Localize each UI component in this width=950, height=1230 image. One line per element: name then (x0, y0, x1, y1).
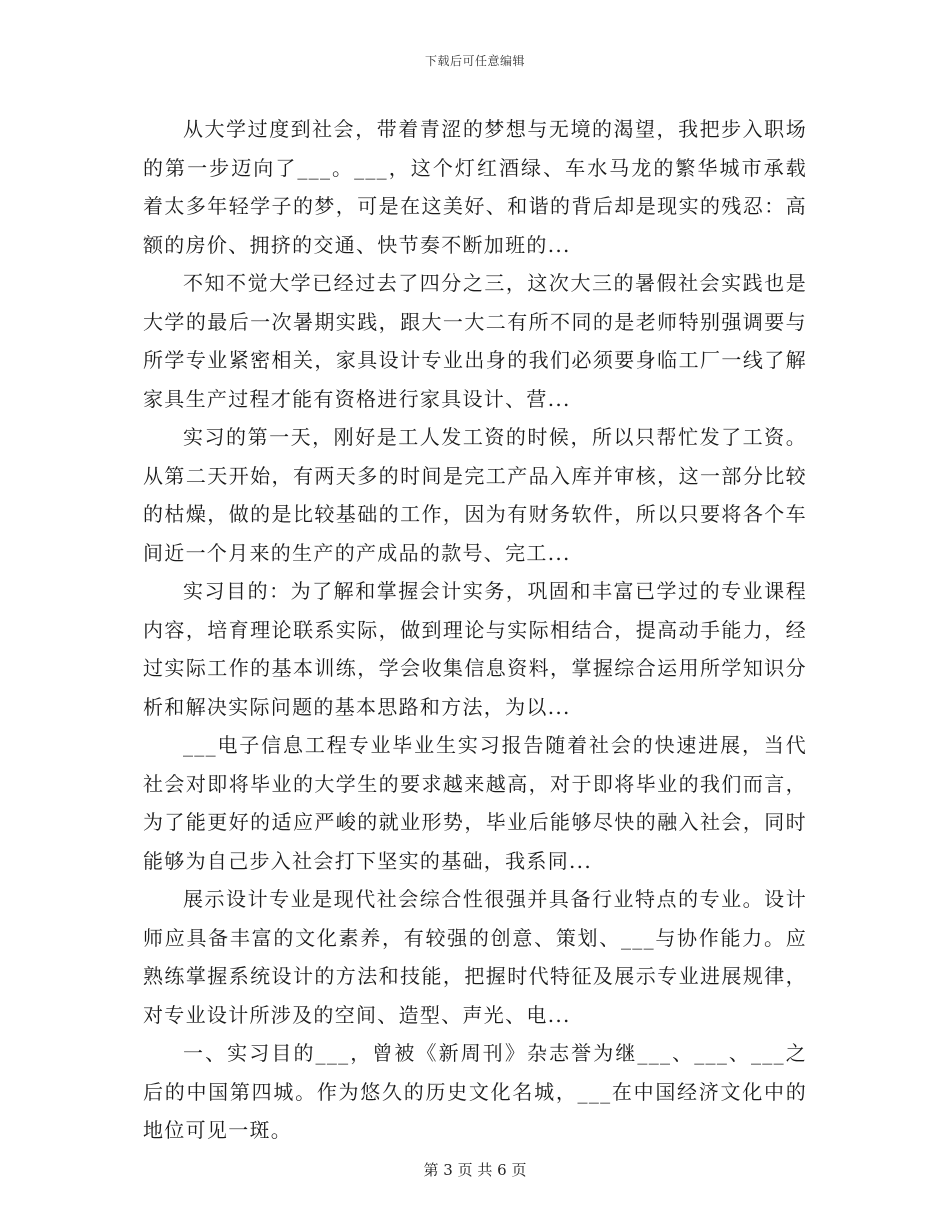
page-number-footer: 第 3 页 共 6 页 (423, 1161, 527, 1179)
paragraph-3: 实习的第一天，刚好是工人发工资的时候，所以只帮忙发了工资。从第二天开始，有两天多的时间是完工产品入库并审核，这一部分比较的枯燥，做的是比较基础的工作，因为有财务软件，所以只要将各个车间近一个月来的生产的产成品的款号、完工... (143, 425, 807, 565)
paragraph-4: 实习目的：为了解和掌握会计实务，巩固和丰富已学过的专业课程内容，培育理论联系实际，做到理论与实际相结合，提高动手能力，经过实际工作的基本训练，学会收集信息资料，掌握综合运用所学知识分析和解决实际问题的基本思路和方法，为以... (143, 579, 807, 719)
paragraph-1: 从大学过度到社会，带着青涩的梦想与无境的渴望，我把步入职场的第一步迈向了___。___，这个灯红酒绿、车水马龙的繁华城市承载着太多年轻学子的梦，可是在这美好、和谐的背后却是现实的残忍：高额的房价、拥挤的交通、快节奏不断加班的... (143, 117, 807, 257)
document-body (143, 110, 807, 1150)
page-header-note: 下载后可任意编辑 (424, 54, 525, 68)
paragraph-2: 不知不觉大学已经过去了四分之三，这次大三的暑假社会实践也是大学的最后一次暑期实践，跟大一大二有所不同的是老师特别强调要与所学专业紧密相关，家具设计专业出身的我们必须要身临工厂一线了解家具生产过程才能有资格进行家具设计、营... (143, 271, 807, 411)
paragraph-7: 一、实习目的___，曾被《新周刊》杂志誉为继___、___、___之后的中国第四城。作为悠久的历史文化名城，___在中国经济文化中的地位可见一斑。 (143, 1041, 807, 1142)
paragraph-6: 展示设计专业是现代社会综合性很强并具备行业特点的专业。设计师应具备丰富的文化素养，有较强的创意、策划、___与协作能力。应熟练掌握系统设计的方法和技能，把握时代特征及展示专业进展规律，对专业设计所涉及的空间、造型、声光、电... (143, 887, 807, 1027)
paragraph-5: ___电子信息工程专业毕业生实习报告随着社会的快速进展，当代社会对即将毕业的大学生的要求越来越高，对于即将毕业的我们而言，为了能更好的适应严峻的就业形势，毕业后能够尽快的融入社会，同时能够为自己步入社会打下坚实的基础，我系同... (143, 733, 807, 873)
